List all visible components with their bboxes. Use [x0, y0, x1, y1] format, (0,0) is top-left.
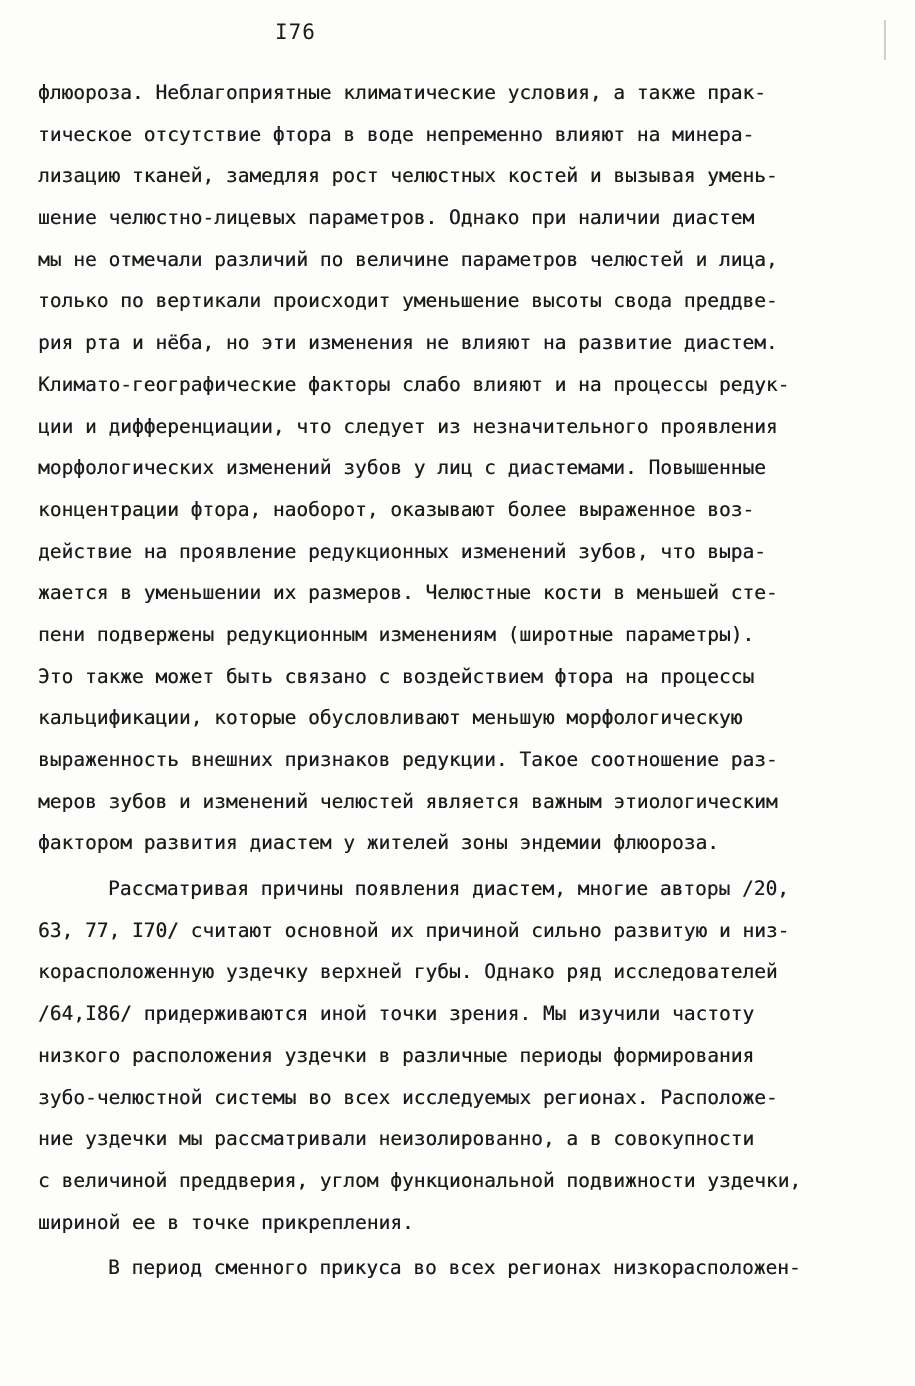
text-line: шение челюстно-лицевых параметров. Однако при наличии диастем — [38, 206, 755, 230]
text-line: Климато-географические факторы слабо влияют и на процессы редук- — [38, 372, 790, 396]
text-line: рия рта и нёба, но эти изменения не влияют на развитие диастем. — [38, 331, 778, 355]
text-line: ние уздечки мы рассматривали неизолированно, а в совокупности — [38, 1127, 755, 1151]
text-line: кальцификации, которые обусловливают меньшую морфологическую — [38, 706, 743, 730]
text-line: зубо-челюстной системы во всех исследуемых регионах. Расположе- — [38, 1085, 778, 1109]
text-line: мы не отмечали различий по величине параметров челюстей и лица, — [38, 247, 778, 271]
text-line: пени подвержены редукционным изменениям (широтные параметры). — [38, 622, 755, 646]
paragraph-3 — [38, 1247, 883, 1289]
text-line: концентрации фтора, наоборот, оказывают более выраженное воз- — [38, 497, 755, 521]
text-line: 63, 77, I70/ считают основной их причиной сильно развитую и низ- — [38, 918, 790, 942]
text-line: корасположенную уздечку верхней губы. Однако ряд исследователей — [38, 960, 778, 984]
text-line: морфологических изменений зубов у лиц с диастемами. Повышенные — [38, 456, 766, 480]
text-line: выраженность внешних признаков редукции. Такое соотношение раз- — [38, 748, 778, 771]
text-line: с величиной преддверия, углом функциональной подвижности уздечки, — [38, 1168, 802, 1192]
text-line: тическое отсутствие фтора в воде непременно влияют на минера- — [38, 122, 755, 146]
text-line: ции и дифференциации, что следует из незначительного проявления — [38, 414, 778, 438]
paragraph-1 — [38, 72, 883, 864]
body-text — [38, 72, 883, 1289]
text-line: жается в уменьшении их размеров. Челюстные кости в меньшей сте- — [38, 581, 778, 605]
text-line: шириной ее в точке прикрепления. — [38, 1210, 414, 1234]
paragraph-2 — [38, 868, 883, 1243]
text-line: Это также может быть связано с воздействием фтора на процессы — [38, 664, 755, 688]
text-line: лизацию тканей, замедляя рост челюстных костей и вызывая умень- — [38, 164, 778, 188]
text-line: флюороза. Неблагоприятные климатические условия, а также прак- — [38, 81, 766, 104]
text-line: фактором развития диастем у жителей зоны эндемии флюороза. — [38, 831, 719, 855]
text-line: низкого расположения уздечки в различные периоды формирования — [38, 1043, 755, 1067]
text-line: только по вертикали происходит уменьшение высоты свода преддве- — [38, 289, 778, 313]
text-line-first: В период сменного прикуса во всех регионах низкорасположен- — [108, 1256, 801, 1280]
page-edge-mark — [884, 20, 886, 60]
page-number: I76 — [275, 20, 316, 44]
text-line: действие на проявление редукционных изменений зубов, что выра- — [38, 539, 766, 563]
text-line-first: Рассматривая причины появления диастем, многие авторы /20, — [108, 877, 789, 901]
text-line: /64,I86/ придерживаются иной точки зрения. Мы изучили частоту — [38, 1002, 755, 1026]
text-line: меров зубов и изменений челюстей является важным этиологическим — [38, 789, 778, 813]
